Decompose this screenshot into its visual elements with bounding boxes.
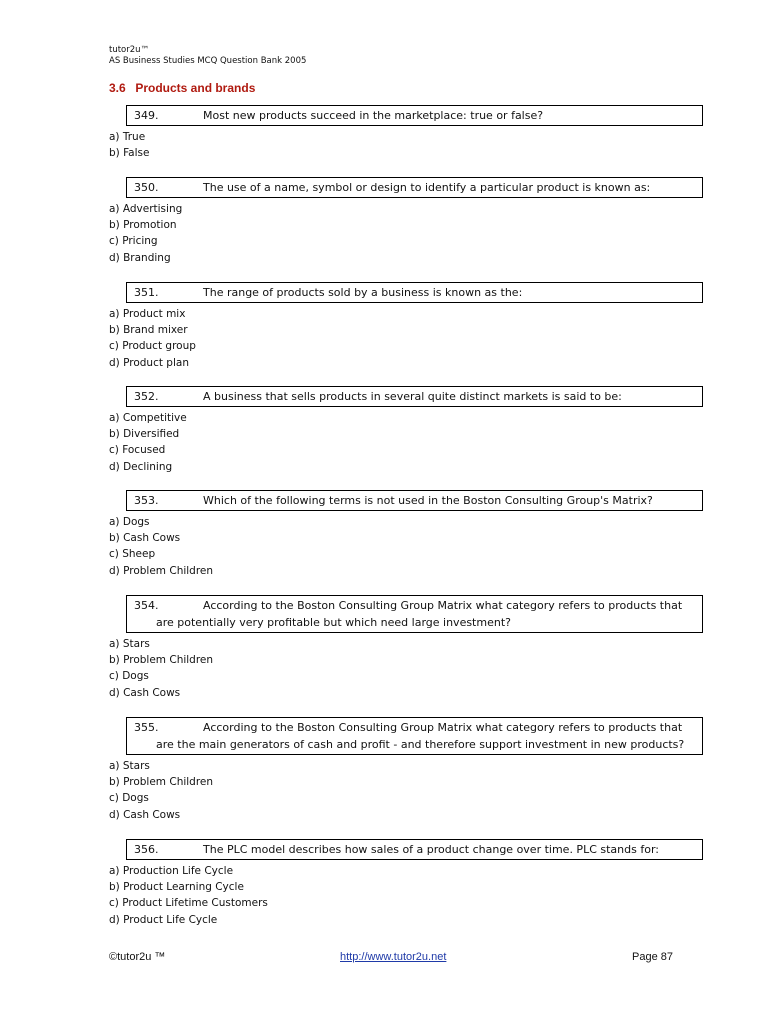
option: d) Cash Cows [109,686,181,699]
section-number: 3.6 [109,81,126,95]
option: b) Promotion [109,219,177,232]
option: b) Problem Children [109,776,214,789]
question-352 [109,386,703,475]
option: a) Advertising [109,203,183,215]
page-number: Page 87 [632,951,673,963]
question-number: 355. [134,721,159,734]
option: b) Diversified [109,428,180,441]
option: a) Competitive [109,412,187,424]
options-list [109,201,703,266]
question-number: 353. [134,494,159,507]
question-box [126,386,703,407]
option: c) Focused [109,444,166,457]
option: a) Stars [109,638,150,650]
option: a) Production Life Cycle [109,865,234,877]
option: d) Cash Cows [109,808,181,821]
options-list [109,410,703,475]
question-box [126,177,703,198]
options-list [109,863,703,928]
question-353 [109,490,703,579]
question-text: A business that sells products in several quite distinct markets is said to be: [203,390,622,403]
question-number: 351. [134,286,159,299]
options-list [109,758,703,823]
option: c) Pricing [109,235,158,248]
section-heading [109,81,255,95]
question-351 [109,282,703,371]
question-text-continued: are the main generators of cash and profit - and therefore support investment in new products? [156,738,685,751]
question-number: 356. [134,843,159,856]
question-number: 350. [134,181,159,194]
footer-link[interactable]: http://www.tutor2u.net [340,951,447,963]
question-box [126,595,703,633]
option: d) Product Life Cycle [109,913,218,926]
question-354 [109,595,703,701]
option: c) Dogs [109,792,149,805]
options-list [109,514,703,579]
header-subtitle: AS Business Studies MCQ Question Bank 2005 [109,56,307,66]
question-text: According to the Boston Consulting Group Matrix what category refers to products that [203,721,683,734]
question-box [126,282,703,303]
option: b) Problem Children [109,654,214,667]
question-349 [109,105,703,161]
question-text: The range of products sold by a business is known as the: [203,286,523,299]
option: a) True [109,131,146,143]
question-350 [109,177,703,266]
question-box [126,717,703,755]
header-brand: tutor2u™ [109,45,150,55]
question-356 [109,839,703,928]
option: b) False [109,147,150,160]
options-list [109,306,703,371]
question-text: According to the Boston Consulting Group Matrix what category refers to products that [203,599,683,612]
question-text: Most new products succeed in the marketplace: true or false? [203,109,544,122]
option: d) Product plan [109,356,189,369]
page-header [109,45,306,67]
option: d) Branding [109,251,171,264]
option: a) Stars [109,760,150,772]
question-355 [109,717,703,823]
option: b) Brand mixer [109,324,188,337]
question-number: 352. [134,390,159,403]
options-list [109,636,703,701]
question-box [126,105,703,126]
option: d) Problem Children [109,564,214,577]
question-number: 354. [134,599,159,612]
option: b) Product Learning Cycle [109,881,244,894]
footer-copyright: ©tutor2u ™ [109,951,166,963]
option: b) Cash Cows [109,532,181,545]
section-title: Products and brands [135,81,256,95]
option: c) Product Lifetime Customers [109,897,268,910]
options-list [109,129,703,161]
question-box [126,839,703,860]
option: a) Product mix [109,308,186,320]
option: c) Product group [109,340,196,353]
question-number: 349. [134,109,159,122]
option: d) Declining [109,460,173,473]
question-text: The PLC model describes how sales of a product change over time. PLC stands for: [203,843,659,856]
question-text: The use of a name, symbol or design to identify a particular product is known as: [203,181,651,194]
question-text: Which of the following terms is not used in the Boston Consulting Group's Matrix? [203,494,653,507]
option: a) Dogs [109,516,150,528]
option: c) Sheep [109,548,156,561]
question-text-continued: are potentially very profitable but which need large investment? [156,616,511,629]
question-box [126,490,703,511]
option: c) Dogs [109,670,149,683]
